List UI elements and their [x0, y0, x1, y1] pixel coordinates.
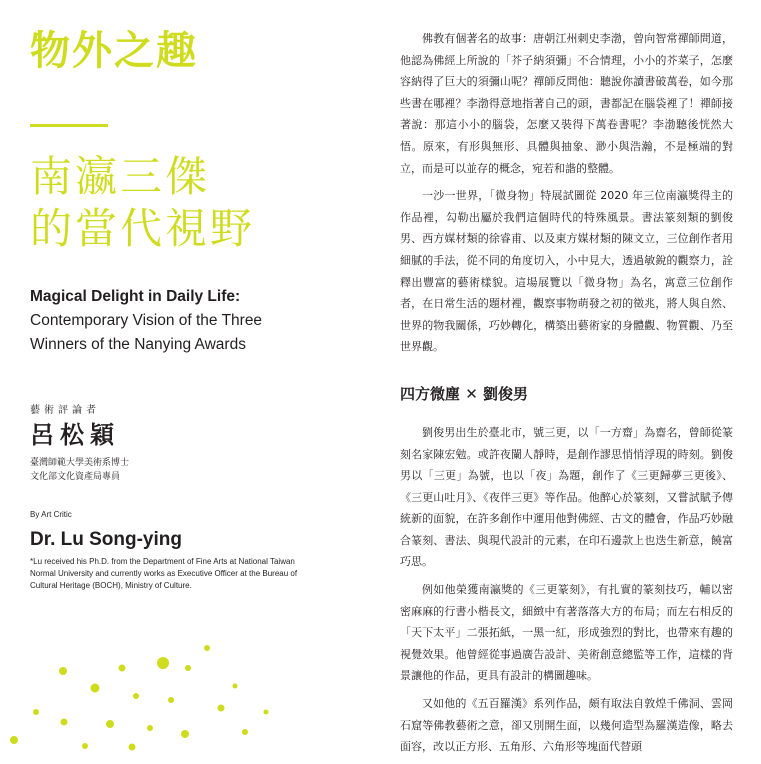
- title-chinese: [30, 151, 370, 255]
- body-paragraph-1: 佛教有個著名的故事：唐朝江州刺史李渤，曾向智常禪師問道，他認為佛經上所說的「芥子納須彌」不合情理，小小的芥菜子，怎麼容納得了巨大的須彌山呢？禪師反問他：聽說你讀書破萬卷，如今那些書在哪裡？李渤得意地指著自己的頭，書都記在腦袋裡了！禪師接著說：那這小小的腦袋，怎麼又裝得下萬卷書呢？李渤聽後恍然大悟。原來，有形與無形、具體與抽象、渺小與浩瀚，不是極端的對立，而是可以並存的概念，宛若和諧的整體。: [400, 32, 733, 175]
- body-paragraph-4: 例如他榮獲南瀛獎的《三更篆刻》，有扎實的篆刻技巧，輔以密密麻麻的行書小楷長文，細緻中有著落落大方的布局；而左右相反的「天下太平」二張拓紙，一黑一紅，形成強烈的對比，也帶來有趣的視覺效果。他曾經從事過廣告設計、美術創意總監等工作，這樣的背景讓他的作品，更具有設計的構圖趣味。: [400, 583, 733, 683]
- title-en-line1: Magical Delight in Daily Life:: [30, 288, 241, 305]
- title-english: [30, 285, 370, 357]
- deco-dot: [181, 730, 189, 738]
- author-credentials-zh: [30, 456, 370, 484]
- author-cred-zh-2: 文化部文化資產局專員: [30, 472, 121, 482]
- section-kicker: 物外之趣: [30, 28, 198, 74]
- author-role-zh: 藝術評論者: [30, 405, 100, 416]
- author-name-en: Dr. Lu Song-ying: [30, 529, 182, 550]
- deco-dot: [185, 665, 191, 671]
- body-paragraph-3: 劉俊男出生於臺北市，號三更，以「一方齋」為齋名，曾師從篆刻名家陳宏勉。或許夜闌人靜時，是創作謬思悄悄浮現的時刻。劉俊男以「三更」為號，也以「夜」為題，創作了《三更歸夢三更後》、《三更山吐月》、《夜伴三更》等作品。他醉心於篆刻，又嘗試賦予傳統新的面貌，在許多創作中運用他對佛經、古文的體會，作品巧妙融合篆刻、書法、與現代設計的元素，在印石邊款上也迭生新意，饒富巧思。: [400, 425, 733, 569]
- title-zh-line2: 的當代視野: [30, 204, 256, 253]
- section-heading: 四方微塵 ✕ 劉俊男: [400, 384, 529, 403]
- deco-dot: [157, 657, 169, 669]
- deco-dot: [82, 743, 88, 749]
- deco-dot: [264, 710, 269, 715]
- decorative-dots: [0, 600, 400, 751]
- title-zh-line1: 南瀛三傑: [30, 152, 211, 201]
- deco-dot: [59, 667, 67, 675]
- author-name-zh: 呂松穎: [30, 421, 120, 449]
- deco-dot: [10, 736, 18, 744]
- deco-dot: [168, 697, 174, 703]
- author-note-en: *Lu received his Ph.D. from the Department of Fine Arts at National Taiwan Normal University and currently works as Executive Officer at the Bureau of Cultural Heritage (BOCH), Ministry of Culture.: [30, 557, 298, 590]
- deco-dot: [133, 693, 139, 699]
- deco-dot: [106, 720, 114, 728]
- title-en-line2: Contemporary Vision of the Three: [30, 312, 263, 329]
- deco-dot: [147, 725, 153, 731]
- article-body: [400, 28, 733, 764]
- body-paragraph-2: 一沙一世界，「微身物」特展試圖從 2020 年三位南瀛獎得主的作品裡，勾勒出屬於我們這個時代的特殊風景。書法篆刻類的劉俊男、西方媒材類的徐睿甫、以及東方媒材類的陳文立，三位創作者用細膩的手法，從不同的角度切入，小中見大，透過敏銳的觀察力，詮釋出豐富的藝術樣貌。這場展覽以「微身物」為名，寓意三位創作者，在日常生活的題材裡，觀察事物萌發之初的徵兆，將人與自然、世界的物我關係，巧妙轉化，構築出藝術家的身體觀、物質觀、乃至世界觀。: [400, 189, 733, 354]
- deco-dot: [242, 729, 248, 735]
- deco-dot: [204, 645, 210, 651]
- author-cred-zh-1: 臺灣師範大學美術系博士: [30, 458, 130, 468]
- article-header: [30, 22, 370, 592]
- deco-dot: [91, 684, 100, 693]
- deco-dot: [61, 719, 68, 726]
- title-en-line3: Winners of the Nanying Awards: [30, 336, 246, 353]
- body-paragraph-5: 又如他的《五百羅漢》系列作品，頗有取法自敦煌千佛洞、雲岡石窟等佛教藝術之意，卻又別開生面，以幾何造型為羅漢造像，略去面容，改以正方形、五角形、六角形等塊面代替頭: [400, 697, 733, 754]
- deco-dot: [33, 709, 39, 715]
- author-role-en: By Art Critic: [30, 510, 72, 519]
- deco-dot: [129, 744, 136, 751]
- deco-dot: [218, 705, 225, 712]
- deco-dot: [119, 665, 126, 672]
- accent-divider: [30, 124, 108, 127]
- deco-dot: [233, 684, 238, 689]
